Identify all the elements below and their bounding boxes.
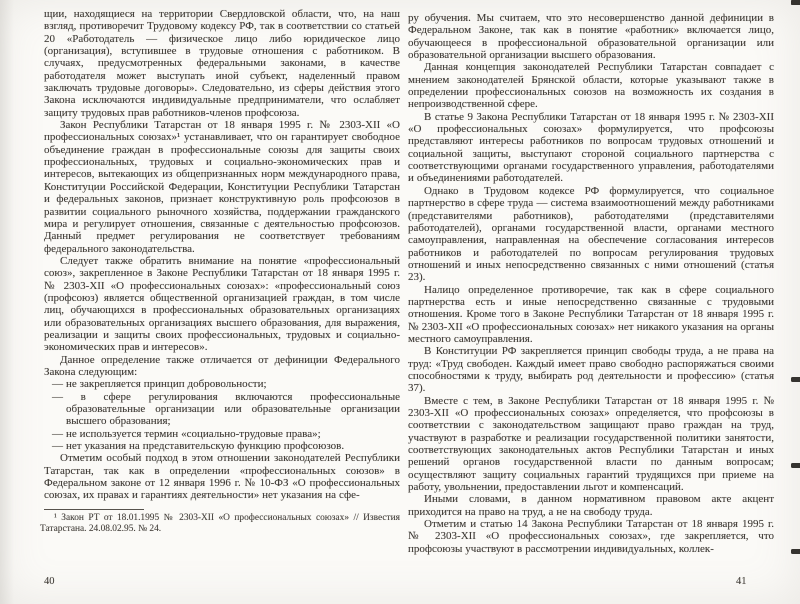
paragraph: Вместе с тем, в Законе Республики Татарстан от 18 января 1995 г. № 2303-XII «О профессиональных союзах» определяется, что профсоюзы в соответствии с законодательством защищают право граждан на труд, участвуют в разработке и реализации государственной политики занятости, соответствующих законодательных актов Республики Татарстан и иных решений органов государственной власти по данным вопросам; осуществляют защиту социальных гарантий трудящихся при приеме на работу, увольнении, предоставлении льгот и компенсаций. xyxy=(408,394,774,494)
page-40 xyxy=(40,8,400,535)
page-number-left: 40 xyxy=(44,576,55,587)
page-number-right: 41 xyxy=(736,576,747,587)
paragraph: В Конституции РФ закрепляется принцип свободы труда, а не права на труд: «Труд свободен. Каждый имеет право свободно распоряжаться своими способностями к труду, выбирать род деятельности и профессию» (статья 37). xyxy=(408,345,774,395)
paragraph: Отметим особый подход в этом отношении законодателей Республики Татарстан, так как в определении «профессиональных союзов» в Федеральном законе от 12 января 1996 г. № 10-ФЗ «О профессиональных союзах, их правах и гарантиях деятельности» нет указания на сфе- xyxy=(44,452,400,502)
paragraph: Закон Республики Татарстан от 18 января 1995 г. № 2303-XII «О профессиональных союзах»¹ устанавливает, что он гарантирует свободное объединение граждан в профессиональные союзы для защиты своих профессиональных, трудовых и социально-экономических прав и интересов, вытекающих из общепризнанных норм международного права, Конституции Российской Федерации, Конституции Республики Татарстан и федеральных законов, признает конструктивную роль профсоюзов в развитии социального рыночного хозяйства, поддержании гражданского мира и регулирует отношения, связанные с деятельностью профсоюзов. Данный предмет регулирования не соответствует требованиям федерального законодательства. xyxy=(44,119,400,255)
paragraph: Следует также обратить внимание на понятие «профессиональный союз», закрепленное в Законе Республики Татарстан от 18 января 1995 г. № 2303-XII «О профессиональных союзах»: «профессиональный союз (профсоюз) является общественной организацией граждан, в том числе лиц, обучающихся в профессиональных образовательных организациях или образовательных организациях высшего образования, для выражения, реализации и защиты своих профессиональных, трудовых и социально-экономических прав и интересов». xyxy=(44,254,400,354)
list-item: — не используется термин «социально-трудовые права»; xyxy=(52,427,321,440)
footnote-divider xyxy=(44,509,144,510)
paragraph: щии, находящиеся на территории Свердловской области, что, на наш взгляд, противоречит Трудовому кодексу РФ, так в соответствии со статьей 20 «Работодатель — физическое лицо либо юридическое лицо (организация), вступившее в трудовые отношения с работником. В случаях, предусмотренных федеральными законами, в качестве работодателя может выступать иной субъект, наделенный правом заключать трудовые договоры». Следовательно, из сферы действия этого Закона исключаются индивидуальные предприниматели, что ослабляет защиту трудовых прав работников-членов профсоюза. xyxy=(44,8,400,119)
page-41 xyxy=(408,12,774,555)
list-item: — нет указания на представительскую функцию профсоюзов. xyxy=(52,440,345,453)
paragraph: Данная концепция законодателей Республики Татарстан совпадает с мнением законодателей Брянской области, которые указывают также в определении профессиональных союзов на возможность их создания в непроизводственной сфере. xyxy=(408,61,774,111)
paragraph: Однако в Трудовом кодексе РФ формулируется, что социальное партнерство в сфере труда — система взаимоотношений между работниками (представителями работников), работодателями (представителями работодателей), органами государственной власти, органами местного самоуправления, направленная на обеспечение согласования интересов работников и работодателей по вопросам регулирования трудовых отношений и иных непосредственно связанных с ними отношений (статья 23). xyxy=(408,184,774,284)
page-41-body-text xyxy=(408,12,774,555)
paragraph: Отметим и статью 14 Закона Республики Татарстан от 18 января 1995 г. № 2303-XII «О профессиональных союзах», где закрепляется, что профсоюзы участвуют в рассмотрении индивидуальных, коллек- xyxy=(408,518,774,555)
paragraph: Иными словами, в данном нормативном правовом акте акцент приходится на право на труд, а не на свободу труда. xyxy=(408,493,774,518)
paragraph: Данное определение также отличается от дефиниции Федерального Закона следующим: xyxy=(44,353,400,378)
paragraph: В статье 9 Закона Республики Татарстан от 18 января 1995 г. № 2303-XII «О профессиональных союзах» формулируется, что профсоюзы представляют интересы работников по вопросам трудовых отношений и социальной защиты, выступают стороной социального партнерства с соответствующими органами государственного управления, работодателями и объединениями работодателей. xyxy=(408,110,774,185)
scan-edge-mark xyxy=(791,463,800,468)
scan-edge-mark xyxy=(791,549,800,554)
footnote: ¹ Закон РТ от 18.01.1995 № 2303-XII «О профессиональных союзах» // Известия Татарстана. 24.08.02.95. № 24. xyxy=(40,512,400,534)
page-40-body-text xyxy=(44,8,400,502)
list-item: — в сфере регулирования включаются профессиональные образовательные организации или образовательные организации высшего образования; xyxy=(52,390,400,428)
scan-edge-mark xyxy=(791,377,800,382)
scan-edge-mark xyxy=(791,0,800,5)
list-item: — не закрепляется принцип добровольности; xyxy=(52,378,267,391)
paragraph: Налицо определенное противоречие, так как в сфере социального партнерства есть и иные непосредственно связанные с трудовыми отношения. Кроме того в Законе Республики Татарстан от 18 января 1995 г. № 2303-XII «О профессиональных союзах» нет никакого указания на органы местного самоуправления. xyxy=(408,283,774,345)
paragraph: ру обучения. Мы считаем, что это несовершенство данной дефиниции в Федеральном Законе, так как в понятие «работник» включается лицо, обучающееся в профессиональной образовательной организации или образовательной организации высшего образования. xyxy=(408,12,774,62)
